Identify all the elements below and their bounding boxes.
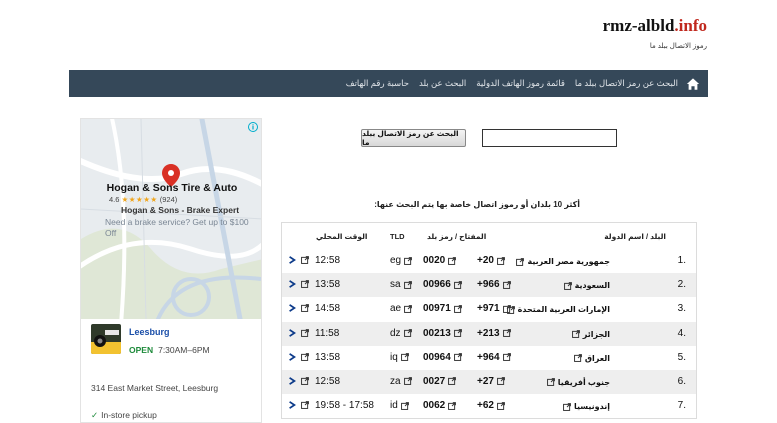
ad-business-thumbnail[interactable]	[91, 324, 121, 354]
external-link-icon	[404, 257, 412, 265]
external-link-icon	[503, 353, 511, 361]
tld-link[interactable]	[390, 376, 412, 387]
country-name[interactable]: إندونيسيا	[573, 402, 610, 412]
external-link-icon	[448, 402, 456, 410]
country-link[interactable]	[563, 402, 610, 411]
table-body	[282, 249, 696, 418]
external-link-icon	[401, 353, 409, 361]
country-link[interactable]	[547, 378, 610, 387]
site-logo[interactable]	[603, 16, 707, 50]
country-name[interactable]: جمهورية مصر العربية	[527, 257, 610, 266]
external-link-icon	[448, 377, 456, 385]
tld-value[interactable]: eg	[390, 255, 402, 266]
table-row[interactable]	[282, 297, 696, 321]
external-link-icon	[547, 378, 555, 386]
local-time: 14:58	[315, 303, 341, 315]
ad-review-count: (924)	[159, 195, 178, 204]
table-row[interactable]	[282, 346, 696, 370]
check-icon: ✓	[91, 410, 99, 420]
intl-prefix[interactable]: 00964	[423, 351, 451, 363]
external-link-icon	[454, 281, 462, 289]
country-link[interactable]	[564, 281, 610, 290]
external-link-icon	[503, 329, 511, 337]
intl-prefix[interactable]: 0027	[423, 375, 446, 387]
row-number: 7.	[677, 400, 686, 412]
external-link-icon	[404, 305, 412, 313]
row-number: 6.	[677, 375, 686, 387]
ad-hours	[129, 345, 210, 355]
external-link-icon	[574, 354, 582, 362]
intl-prefix[interactable]: 00966	[423, 279, 451, 291]
search-button[interactable]: البحث عن رمز الاتصال ببلد ما	[361, 129, 466, 147]
external-link-icon	[404, 377, 412, 385]
ad-pickup	[91, 410, 157, 421]
intl-prefix-link[interactable]	[423, 255, 456, 266]
ad-business-name[interactable]: Hogan & Sons Tire & Auto	[106, 182, 238, 194]
logo-tld: .info	[674, 16, 707, 35]
country-link[interactable]	[574, 354, 610, 363]
main-navbar	[69, 70, 708, 97]
external-link-icon	[454, 329, 462, 337]
local-time: 12:58	[315, 255, 341, 266]
tld-link[interactable]	[390, 400, 409, 411]
ad-pickup-label: In-store pickup	[101, 410, 157, 420]
tld-value[interactable]: sa	[390, 279, 401, 291]
dial-code[interactable]: +964	[477, 351, 500, 363]
external-link-icon[interactable]	[301, 377, 309, 385]
tld-value[interactable]: dz	[390, 327, 401, 339]
intl-prefix[interactable]: 00971	[423, 303, 451, 315]
top-searched-heading: أكثر 10 بلدان أو رموز اتصال خاصة بها يتم البحث عنها:	[374, 200, 580, 209]
external-link-icon[interactable]	[301, 353, 309, 361]
external-link-icon	[572, 330, 580, 338]
tld-link[interactable]	[390, 352, 409, 363]
ad-open-status: OPEN	[129, 345, 154, 355]
intl-prefix-link[interactable]	[423, 376, 456, 387]
external-link-icon	[564, 282, 572, 290]
table-row[interactable]	[282, 322, 696, 346]
ad-tagline[interactable]: Hogan & Sons - Brake Expert	[121, 205, 240, 215]
external-link-icon	[404, 329, 412, 337]
ad-rating	[109, 195, 177, 204]
chevron-right-icon[interactable]	[288, 328, 296, 338]
intl-prefix-link[interactable]	[423, 400, 456, 411]
local-time: 11:58	[315, 327, 340, 339]
row-number: 3.	[677, 303, 686, 315]
country-link[interactable]	[572, 330, 610, 339]
external-link-icon	[563, 403, 571, 411]
nav-search-country[interactable]: البحث عن بلد	[419, 78, 467, 88]
table-row[interactable]	[282, 370, 696, 394]
dial-code[interactable]: +20	[477, 255, 494, 266]
ad-hours-value: 7:30AM–6PM	[158, 345, 210, 355]
site-tagline: رموز الاتصال ببلد ما	[649, 43, 707, 50]
local-time: 19:58 - 17:58	[315, 400, 374, 412]
ad-info-icon[interactable]	[248, 122, 258, 132]
dial-code[interactable]: +966	[477, 279, 500, 291]
country-name[interactable]: جنوب أفريقيا	[557, 377, 610, 387]
chevron-right-icon[interactable]	[288, 255, 296, 265]
dial-code[interactable]: +62	[477, 400, 494, 412]
chevron-right-icon[interactable]	[288, 376, 296, 386]
ad-promo-text[interactable]: Need a brake service? Get up to $100 Off	[105, 217, 249, 238]
country-name[interactable]: العراق	[584, 353, 610, 363]
external-link-icon[interactable]	[301, 329, 309, 337]
ad-panel[interactable]	[80, 118, 262, 423]
dial-code[interactable]: +971	[477, 303, 500, 315]
header-country: البلد / اسم الدولة	[604, 232, 666, 241]
country-link[interactable]	[507, 305, 610, 314]
intl-prefix-link[interactable]	[423, 279, 462, 290]
tld-value[interactable]: iq	[390, 351, 398, 363]
external-link-icon	[497, 402, 505, 410]
tld-link[interactable]	[390, 303, 412, 314]
local-time: 13:58	[315, 351, 341, 363]
intl-prefix-link[interactable]	[423, 352, 462, 363]
chevron-right-icon[interactable]	[288, 279, 296, 289]
country-codes-table	[281, 222, 697, 419]
row-number: 1.	[677, 255, 686, 266]
external-link-icon	[454, 305, 462, 313]
table-row[interactable]	[282, 249, 696, 273]
home-icon[interactable]	[686, 77, 700, 91]
row-number: 4.	[677, 327, 686, 339]
dial-code-link[interactable]	[477, 279, 511, 290]
external-link-icon	[516, 258, 524, 266]
external-link-icon[interactable]	[301, 401, 309, 409]
dial-code-link[interactable]	[477, 255, 505, 266]
country-name[interactable]: الجزائر	[582, 329, 610, 339]
chevron-right-icon[interactable]	[288, 400, 296, 410]
header-code: المفتاح / رمز بلد	[427, 232, 487, 241]
dial-code-link[interactable]	[477, 376, 505, 387]
ad-city-link[interactable]: Leesburg	[129, 327, 170, 337]
logo-text[interactable]	[603, 16, 707, 36]
chevron-right-icon[interactable]	[288, 303, 296, 313]
intl-prefix-link[interactable]	[423, 303, 462, 314]
intl-prefix[interactable]: 0020	[423, 255, 446, 266]
row-number: 5.	[677, 351, 686, 363]
external-link-icon[interactable]	[301, 256, 309, 264]
external-link-icon	[454, 353, 462, 361]
intl-prefix[interactable]: 0062	[423, 400, 446, 412]
nav-search-code[interactable]: البحث عن رمز الاتصال ببلد ما	[574, 78, 678, 88]
tld-link[interactable]	[390, 255, 412, 266]
intl-prefix-link[interactable]	[423, 328, 462, 339]
dial-code[interactable]: +27	[477, 375, 494, 387]
row-number: 2.	[677, 279, 686, 291]
header-local-time: الوقت المحلي	[316, 232, 368, 241]
external-link-icon	[401, 402, 409, 410]
dial-code-link[interactable]	[477, 352, 511, 363]
table-row[interactable]	[282, 394, 696, 418]
star-rating-icon: ★★★★★	[121, 195, 158, 204]
dial-code[interactable]: +213	[477, 327, 500, 339]
external-link-icon	[448, 257, 456, 265]
country-name[interactable]: السعودية	[574, 281, 610, 291]
tld-value[interactable]: za	[390, 375, 401, 387]
external-link-icon	[497, 377, 505, 385]
search-input[interactable]	[482, 129, 617, 147]
table-header	[282, 223, 696, 249]
tld-value[interactable]: id	[390, 400, 398, 412]
nav-intl-codes-list[interactable]: قائمة رموز الهاتف الدولية	[476, 78, 565, 88]
tld-link[interactable]	[390, 279, 412, 290]
tld-link[interactable]	[390, 328, 412, 339]
country-link[interactable]	[516, 257, 610, 266]
dial-code-link[interactable]	[477, 328, 511, 339]
tld-value[interactable]: ae	[390, 303, 402, 315]
ad-rating-value: 4.6	[109, 195, 120, 204]
country-name[interactable]: الإمارات العربية المتحدة	[517, 305, 610, 315]
external-link-icon	[503, 305, 511, 313]
local-time: 12:58	[315, 375, 341, 387]
dial-code-link[interactable]	[477, 400, 505, 411]
external-link-icon	[404, 281, 412, 289]
ad-address[interactable]: 314 East Market Street, Leesburg	[91, 383, 219, 393]
header-tld: TLD	[390, 232, 405, 241]
external-link-icon	[503, 281, 511, 289]
table-row[interactable]	[282, 273, 696, 297]
local-time: 13:58	[315, 279, 341, 291]
dial-code-link[interactable]	[477, 303, 511, 314]
chevron-right-icon[interactable]	[288, 352, 296, 362]
external-link-icon[interactable]	[301, 304, 309, 312]
external-link-icon[interactable]	[301, 280, 309, 288]
logo-name: rmz-albld	[602, 16, 675, 35]
intl-prefix[interactable]: 00213	[423, 327, 451, 339]
nav-phone-calculator[interactable]: حاسبة رقم الهاتف	[345, 78, 410, 88]
external-link-icon	[497, 257, 505, 265]
